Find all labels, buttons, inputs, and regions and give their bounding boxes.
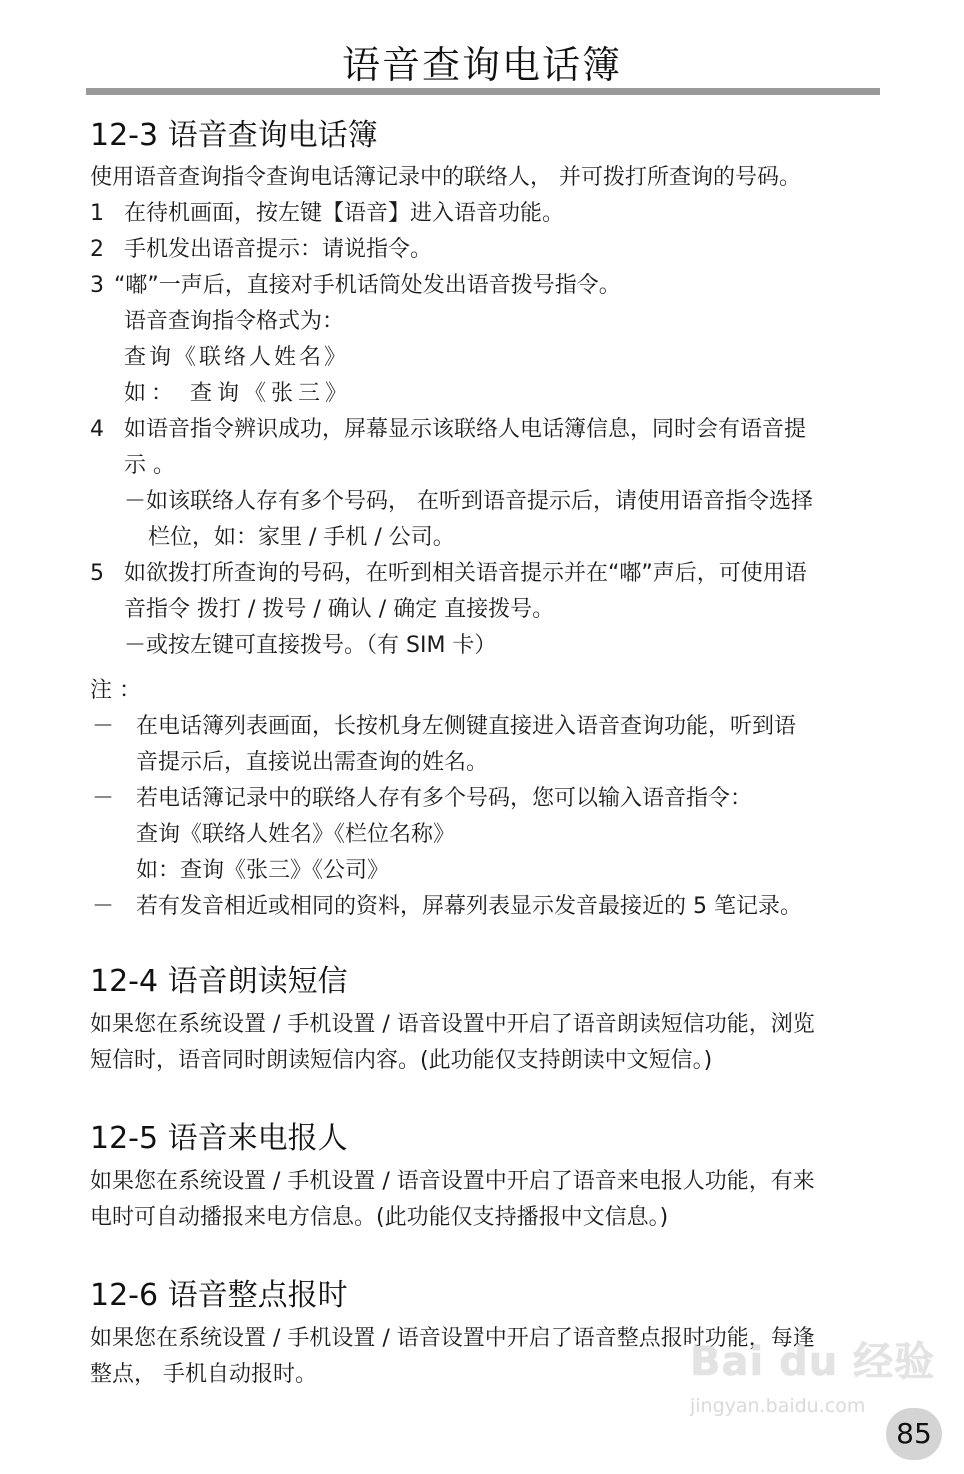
watermark-url: jingyan.baidu.com — [690, 1395, 866, 1417]
page-number: 85 — [886, 1408, 942, 1460]
note-text: 若有发音相近或相同的资料，屏幕列表显示发音最接近的 5 笔记录。 — [136, 894, 802, 919]
notes-label: 注 ： — [90, 678, 141, 703]
baidu-jingyan-watermark — [690, 1338, 936, 1430]
note-bullet: － — [92, 714, 115, 739]
step-text: 在待机画面，按左键【语音】进入语音功能。 — [124, 201, 565, 226]
note-bullet: － — [92, 786, 115, 811]
watermark-logo: Bai du 经验 — [690, 1339, 936, 1385]
section-intro: 使用语音查询指令查询电话簿记录中的联络人， 并可拨打所查询的号码。 — [90, 165, 801, 190]
section-body: 短信时，语音同时朗读短信内容。(此功能仅支持朗读中文短信。) — [90, 1048, 713, 1073]
note-bullet: － — [92, 894, 115, 919]
step-number: 4 — [90, 417, 104, 442]
step-subline: 如： 查询《张三》 — [124, 381, 352, 406]
note-text: 若电话簿记录中的联络人存有多个号码，您可以输入语音指令： — [136, 786, 753, 811]
step-text: 手机发出语音提示：请说指令。 — [124, 237, 433, 262]
step-number: 3 — [90, 273, 104, 298]
step-subline: 查询《联络人姓名》 — [124, 345, 350, 370]
page-title: 语音查询电话簿 — [341, 43, 622, 87]
step-subline: －或按左键可直接拨号。（有 SIM 卡） — [124, 633, 497, 658]
note-text: 在电话簿列表画面，长按机身左侧键直接进入语音查询功能，听到语 — [136, 714, 797, 739]
section-heading-12-5: 12-5 语音来电报人 — [90, 1121, 348, 1156]
section-body: 电时可自动播报来电方信息。(此功能仅支持播报中文信息。) — [90, 1205, 669, 1230]
note-text: 音提示后，直接说出需查询的姓名。 — [136, 750, 489, 775]
step-number: 1 — [90, 201, 104, 226]
step-number: 5 — [90, 561, 104, 586]
section-body: 如果您在系统设置 / 手机设置 / 语音设置中开启了语音整点报时功能，每逢 — [90, 1326, 815, 1351]
step-subline: 语音查询指令格式为： — [124, 309, 345, 334]
note-text: 如：查询《张三》《公司》 — [136, 858, 390, 883]
step-number: 2 — [90, 237, 104, 262]
step-text: 如欲拨打所查询的号码，在听到相关语音提示并在“嘟”声后，可使用语 — [124, 561, 807, 586]
step-continuation: 音指令 拨打 / 拨号 / 确认 / 确定 直接拨号。 — [124, 597, 555, 622]
step-text: “嘟”一声后，直接对手机话筒处发出语音拨号指令。 — [114, 273, 621, 298]
section-body: 如果您在系统设置 / 手机设置 / 语音设置中开启了语音来电报人功能，有来 — [90, 1169, 815, 1194]
step-subline: 栏位，如：家里 / 手机 / 公司。 — [148, 525, 455, 550]
step-subline: －如该联络人存有多个号码， 在听到语音提示后，请使用语音指令选择 — [124, 489, 813, 514]
section-heading-12-6: 12-6 语音整点报时 — [90, 1278, 348, 1313]
step-text: 如语音指令辨识成功，屏幕显示该联络人电话簿信息，同时会有语音提 — [124, 417, 807, 442]
section-body: 如果您在系统设置 / 手机设置 / 语音设置中开启了语音朗读短信功能，浏览 — [90, 1012, 815, 1037]
step-continuation: 示 。 — [124, 453, 175, 478]
note-text: 查询《联络人姓名》《栏位名称》 — [136, 822, 456, 847]
title-divider — [86, 88, 880, 95]
section-heading-12-4: 12-4 语音朗读短信 — [90, 964, 348, 999]
section-heading-12-3: 12-3 语音查询电话簿 — [90, 118, 378, 153]
section-body: 整点， 手机自动报时。 — [90, 1362, 317, 1387]
